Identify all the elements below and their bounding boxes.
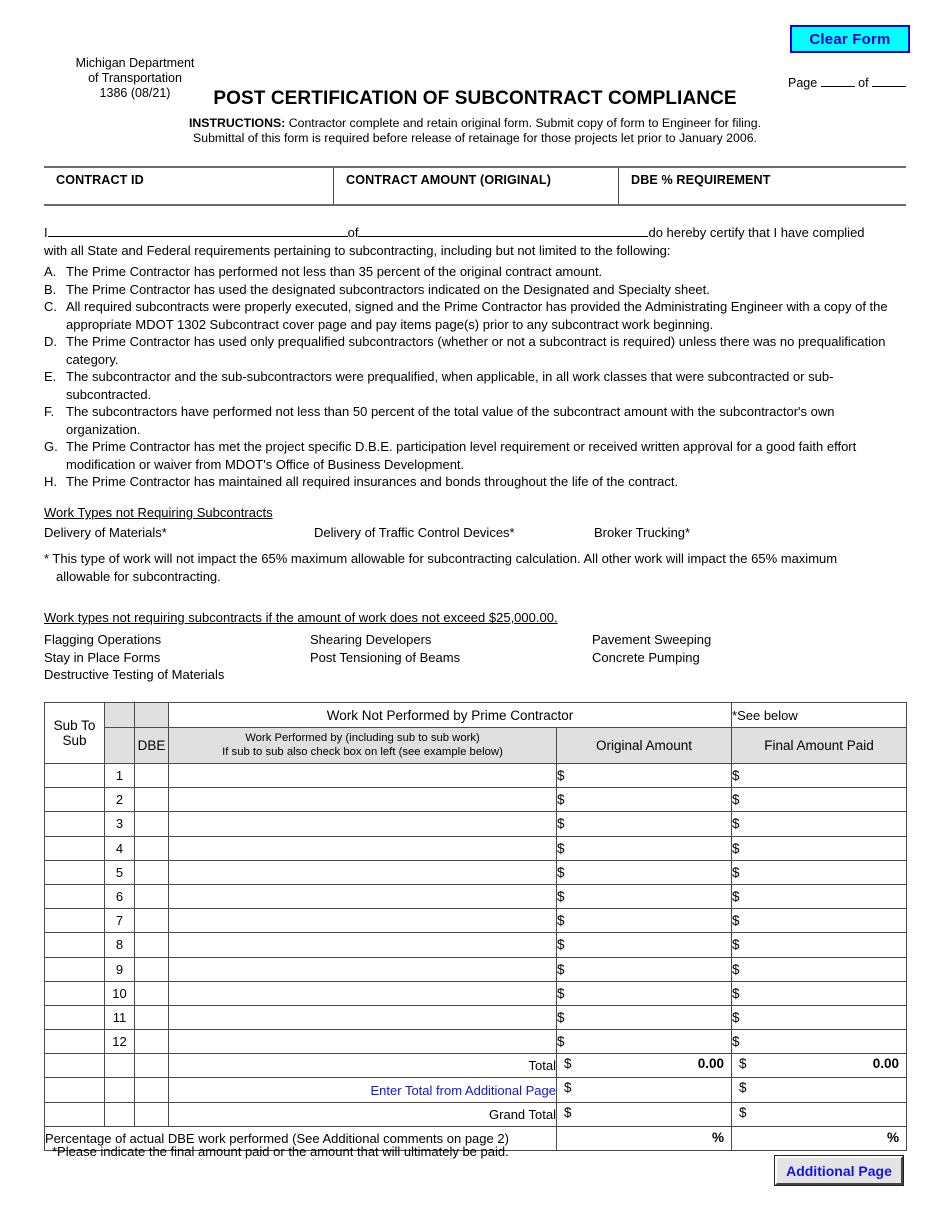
clear-form-label: Clear Form: [809, 30, 891, 48]
work-type-cell: Concrete Pumping: [592, 649, 700, 665]
work-type-cell: [310, 666, 592, 684]
row-number: 6: [105, 884, 135, 908]
original-amount-input[interactable]: $: [557, 836, 732, 860]
table-row: [45, 957, 907, 981]
item-letter: E.: [44, 369, 57, 384]
item-text: The Prime Contractor has used the designated subcontractors indicated on the Designated and Specialty sheet.: [66, 281, 710, 297]
item-letter: B.: [44, 281, 57, 297]
contract-amount-label: CONTRACT AMOUNT (ORIGINAL): [346, 173, 552, 187]
certification-items-list: [44, 263, 910, 491]
work-performed-line-2: If sub to sub also check box on left (see example below): [222, 745, 503, 758]
dbe-checkbox-cell[interactable]: [135, 909, 169, 933]
total-final-amount[interactable]: [732, 1054, 907, 1078]
row-number-spacer: [105, 1102, 135, 1126]
row-number-header: [105, 703, 135, 728]
instructions-block: [0, 116, 950, 146]
grand-total-label: Grand Total: [169, 1102, 557, 1126]
sub-to-sub-checkbox-cell[interactable]: [45, 1030, 105, 1054]
enter-total-additional-page-label[interactable]: Enter Total from Additional Page: [169, 1078, 557, 1102]
final-amount-input[interactable]: $: [732, 957, 907, 981]
original-amount-input[interactable]: $: [557, 1030, 732, 1054]
list-item: [44, 281, 910, 299]
percentage-final-input[interactable]: [732, 1126, 907, 1150]
row-number: 3: [105, 812, 135, 836]
dbe-checkbox-cell[interactable]: [135, 1005, 169, 1029]
original-amount-input[interactable]: $: [557, 909, 732, 933]
dbe-checkbox-cell[interactable]: [135, 933, 169, 957]
total-original-amount[interactable]: [557, 1078, 732, 1102]
sub-to-sub-checkbox-cell[interactable]: [45, 860, 105, 884]
total-final-amount[interactable]: [732, 1078, 907, 1102]
list-item: [44, 333, 910, 368]
sub-to-sub-line-2: Sub: [62, 733, 87, 748]
certifier-company-input[interactable]: [358, 224, 648, 237]
subcontract-table-wrapper: [44, 702, 906, 1151]
list-item: [44, 298, 910, 333]
work-type-cell: Stay in Place Forms: [44, 649, 161, 665]
table-row: [45, 812, 907, 836]
subcontracting-footnote: [44, 550, 908, 585]
dbe-requirement-label: DBE % REQUIREMENT: [631, 173, 771, 187]
cert-lead: I: [44, 225, 48, 240]
work-types-threshold-title: Work types not requiring subcontracts if the amount of work does not exceed $25,000.00.: [44, 610, 558, 625]
work-performed-input[interactable]: [169, 812, 557, 836]
page-total-blank[interactable]: [872, 86, 906, 87]
sub-to-sub-line-1: Sub To: [53, 718, 96, 733]
dbe-checkbox-cell[interactable]: [135, 836, 169, 860]
dollar-sign: $: [739, 1104, 747, 1120]
dollar-sign: $: [739, 1056, 747, 1072]
agency-line-2: of Transportation: [88, 71, 182, 85]
dbe-spacer: [135, 1054, 169, 1078]
table-header-row-1: [45, 703, 907, 728]
work-type-broker-trucking: Broker Trucking*: [594, 525, 691, 540]
dollar-sign: $: [564, 1056, 572, 1072]
work-performed-input[interactable]: [169, 1005, 557, 1029]
table-row: [45, 884, 907, 908]
row-number-spacer: [105, 1078, 135, 1102]
work-type-cell: Pavement Sweeping: [592, 632, 712, 647]
dbe-spacer: [135, 1102, 169, 1126]
item-letter: G.: [44, 439, 58, 454]
total-final-value: 0.00: [872, 1056, 900, 1072]
item-text: All required subcontracts were properly executed, signed and the Prime Contractor has provided the Administrating Engineer with a copy of the appropriate MDOT 1302 Subcontract cover page and pay items page(s) prior to any subcontract work beginning.: [66, 299, 888, 332]
dbe-checkbox-cell[interactable]: [135, 788, 169, 812]
dbe-checkbox-cell[interactable]: [135, 884, 169, 908]
page-of-label: of: [858, 76, 869, 90]
list-item: [44, 403, 910, 438]
work-performed-line-1: Work Performed by (including sub to sub work): [245, 732, 480, 744]
percentage-dbe-label: Percentage of actual DBE work performed (See Additional comments on page 2): [45, 1126, 557, 1150]
footnote-line-1: * This type of work will not impact the 65% maximum allowable for subcontracting calculation. All other work will impact the 65% maximum: [44, 551, 838, 566]
table-header-row-2: [45, 728, 907, 764]
totals-row: [45, 1054, 907, 1078]
item-text: The Prime Contractor has used only prequalified subcontractors (whether or not a subcontract is required) unless there was no prequalification category.: [66, 334, 886, 367]
work-not-performed-header: Work Not Performed by Prime Contractor: [169, 703, 732, 728]
footnote-line-2: allowable for subcontracting.: [56, 568, 221, 584]
page-title: POST CERTIFICATION OF SUBCONTRACT COMPLIANCE: [213, 88, 737, 109]
work-type-cell: Shearing Developers: [310, 632, 432, 647]
original-amount-input[interactable]: $: [557, 764, 732, 788]
table-row: [45, 981, 907, 1005]
row-number: 10: [105, 981, 135, 1005]
work-performed-input[interactable]: [169, 836, 557, 860]
final-amount-input[interactable]: $: [732, 788, 907, 812]
work-performed-input[interactable]: [169, 933, 557, 957]
additional-page-label: Additional Page: [786, 1162, 892, 1179]
list-item: [44, 368, 910, 403]
item-text: The Prime Contractor has met the project specific D.B.E. participation level requirement or received written approval for a good faith effort modification or waiver from MDOT's Office of Business Development.: [66, 439, 857, 472]
total-original-amount[interactable]: [557, 1054, 732, 1078]
dbe-checkbox-cell[interactable]: [135, 981, 169, 1005]
sub-to-sub-checkbox-cell[interactable]: [45, 764, 105, 788]
work-performed-input[interactable]: [169, 981, 557, 1005]
cert-trail: do hereby certify that I have complied: [648, 225, 865, 240]
subcontract-table: [44, 702, 907, 1151]
original-amount-input[interactable]: $: [557, 957, 732, 981]
list-item: [44, 438, 910, 473]
work-performed-input[interactable]: [169, 884, 557, 908]
table-row: [45, 860, 907, 884]
dbe-checkbox-cell[interactable]: [135, 764, 169, 788]
table-row: [45, 764, 907, 788]
work-performed-header: [169, 728, 557, 764]
sub-to-sub-checkbox-cell[interactable]: [45, 812, 105, 836]
final-amount-input[interactable]: $: [732, 981, 907, 1005]
final-amount-input[interactable]: $: [732, 1005, 907, 1029]
work-performed-input[interactable]: [169, 860, 557, 884]
table-row: [45, 933, 907, 957]
list-item: [44, 473, 910, 491]
final-amount-input[interactable]: $: [732, 812, 907, 836]
original-amount-input[interactable]: $: [557, 788, 732, 812]
percent-sign: %: [887, 1129, 900, 1145]
percent-sign: %: [712, 1129, 725, 1145]
contract-header-bar: [44, 166, 906, 206]
original-amount-input[interactable]: $: [557, 933, 732, 957]
work-types-no-sub-title: Work Types not Requiring Subcontracts: [44, 505, 273, 520]
sub-to-sub-checkbox-cell[interactable]: [45, 788, 105, 812]
percentage-original-input[interactable]: [557, 1126, 732, 1150]
work-types-threshold-list: [44, 631, 910, 684]
total-label: Total: [169, 1054, 557, 1078]
final-amount-input[interactable]: $: [732, 909, 907, 933]
sub-to-sub-spacer: [45, 1078, 105, 1102]
list-item: [44, 666, 910, 684]
total-original-value: 0.00: [697, 1056, 725, 1072]
final-amount-input[interactable]: $: [732, 764, 907, 788]
additional-page-button[interactable]: [775, 1156, 903, 1185]
final-amount-input[interactable]: $: [732, 836, 907, 860]
dbe-col-header-top: [135, 703, 169, 728]
sub-to-sub-spacer: [45, 1102, 105, 1126]
certifier-name-input[interactable]: [48, 224, 348, 237]
item-text: The Prime Contractor has performed not less than 35 percent of the original contract amount.: [66, 264, 603, 279]
contract-amount-field[interactable]: [334, 168, 619, 204]
row-number: 11: [105, 1005, 135, 1029]
item-letter: C.: [44, 299, 57, 314]
instructions-label: INSTRUCTIONS:: [188, 116, 286, 130]
see-below-header: *See below: [732, 703, 907, 728]
work-types-no-sub-row: [44, 525, 910, 540]
page-current-blank[interactable]: [821, 86, 855, 87]
sub-to-sub-checkbox-cell[interactable]: [45, 836, 105, 860]
row-number: 12: [105, 1030, 135, 1054]
sub-to-sub-spacer: [45, 1054, 105, 1078]
table-row: [45, 836, 907, 860]
work-performed-input[interactable]: [169, 909, 557, 933]
item-text: The subcontractors have performed not less than 50 percent of the total value of the subcontract amount with the subcontractor's own organization.: [66, 404, 835, 437]
contract-id-field[interactable]: [44, 168, 334, 204]
item-letter: A.: [44, 264, 57, 279]
certification-statement: [44, 224, 908, 260]
work-performed-input[interactable]: [169, 1030, 557, 1054]
item-text: The Prime Contractor has maintained all required insurances and bonds throughout the life of the contract.: [66, 474, 679, 489]
sub-to-sub-checkbox-cell[interactable]: [45, 933, 105, 957]
original-amount-input[interactable]: $: [557, 981, 732, 1005]
sub-to-sub-checkbox-cell[interactable]: [45, 909, 105, 933]
instructions-line-1: Contractor complete and retain original form. Submit copy of form to Engineer for filing.: [288, 116, 762, 130]
original-amount-input[interactable]: $: [557, 860, 732, 884]
totals-row: [45, 1078, 907, 1102]
table-row: [45, 1005, 907, 1029]
list-item: [44, 631, 910, 649]
row-number-subheader: [105, 728, 135, 764]
row-number: 8: [105, 933, 135, 957]
form-number: 1386 (08/21): [99, 86, 171, 100]
row-number: 5: [105, 860, 135, 884]
list-item: [44, 263, 910, 281]
final-amount-input[interactable]: $: [732, 860, 907, 884]
work-type-cell: Destructive Testing of Materials: [44, 667, 225, 682]
dbe-spacer: [135, 1078, 169, 1102]
dollar-sign: $: [564, 1104, 572, 1120]
dbe-checkbox-cell[interactable]: [135, 812, 169, 836]
list-item: [44, 649, 910, 667]
dollar-sign: $: [739, 1080, 747, 1096]
row-number-spacer: [105, 1054, 135, 1078]
work-type-cell: Post Tensioning of Beams: [310, 649, 461, 665]
cert-of: of: [347, 225, 359, 240]
original-amount-input[interactable]: $: [557, 812, 732, 836]
dbe-checkbox-cell[interactable]: [135, 957, 169, 981]
work-type-delivery-materials: Delivery of Materials*: [44, 525, 167, 540]
work-performed-input[interactable]: [169, 788, 557, 812]
final-amount-input[interactable]: $: [732, 884, 907, 908]
contract-id-label: CONTRACT ID: [56, 173, 144, 187]
footer-note: *Please indicate the final amount paid or the amount that will ultimately be paid.: [52, 1144, 509, 1159]
work-performed-input[interactable]: [169, 764, 557, 788]
totals-row: [45, 1102, 907, 1126]
original-amount-input[interactable]: $: [557, 884, 732, 908]
page-label: Page: [788, 76, 818, 90]
work-type-traffic-control: Delivery of Traffic Control Devices*: [314, 525, 515, 540]
final-amount-input[interactable]: $: [732, 933, 907, 957]
item-letter: H.: [44, 474, 57, 489]
table-row: [45, 1030, 907, 1054]
clear-form-button[interactable]: [790, 25, 910, 53]
sub-to-sub-header: [45, 703, 105, 764]
item-letter: F.: [44, 404, 55, 419]
total-final-amount[interactable]: [732, 1102, 907, 1126]
dbe-header: DBE: [135, 728, 169, 764]
work-performed-input[interactable]: [169, 957, 557, 981]
item-text: The subcontractor and the sub-subcontractors were prequalified, when applicable, in all work classes that were subcontracted or sub-subcontracted.: [66, 369, 834, 402]
sub-to-sub-checkbox-cell[interactable]: [45, 957, 105, 981]
instructions-line-2: Submittal of this form is required before release of retainage for those projects let prior to January 2006.: [193, 131, 757, 145]
sub-to-sub-checkbox-cell[interactable]: [45, 1005, 105, 1029]
cert-line-2: with all State and Federal requirements pertaining to subcontracting, including but not limited to the following:: [44, 243, 671, 258]
original-amount-header: Original Amount: [557, 728, 732, 764]
sub-to-sub-checkbox-cell[interactable]: [45, 884, 105, 908]
agency-line-1: Michigan Department: [75, 56, 195, 70]
work-type-cell: Flagging Operations: [44, 632, 162, 647]
dollar-sign: $: [564, 1080, 572, 1096]
final-amount-input[interactable]: $: [732, 1030, 907, 1054]
total-original-amount[interactable]: [557, 1102, 732, 1126]
row-number: 9: [105, 957, 135, 981]
original-amount-input[interactable]: $: [557, 1005, 732, 1029]
dbe-percent-field[interactable]: [619, 168, 906, 204]
dbe-checkbox-cell[interactable]: [135, 1030, 169, 1054]
row-number: 2: [105, 788, 135, 812]
sub-to-sub-checkbox-cell[interactable]: [45, 981, 105, 1005]
work-type-cell: [592, 666, 910, 684]
table-row: [45, 909, 907, 933]
item-letter: D.: [44, 334, 57, 349]
row-number: 1: [105, 764, 135, 788]
row-number: 7: [105, 909, 135, 933]
table-row: [45, 788, 907, 812]
row-number: 4: [105, 836, 135, 860]
dbe-checkbox-cell[interactable]: [135, 860, 169, 884]
final-amount-paid-header: Final Amount Paid: [732, 728, 907, 764]
